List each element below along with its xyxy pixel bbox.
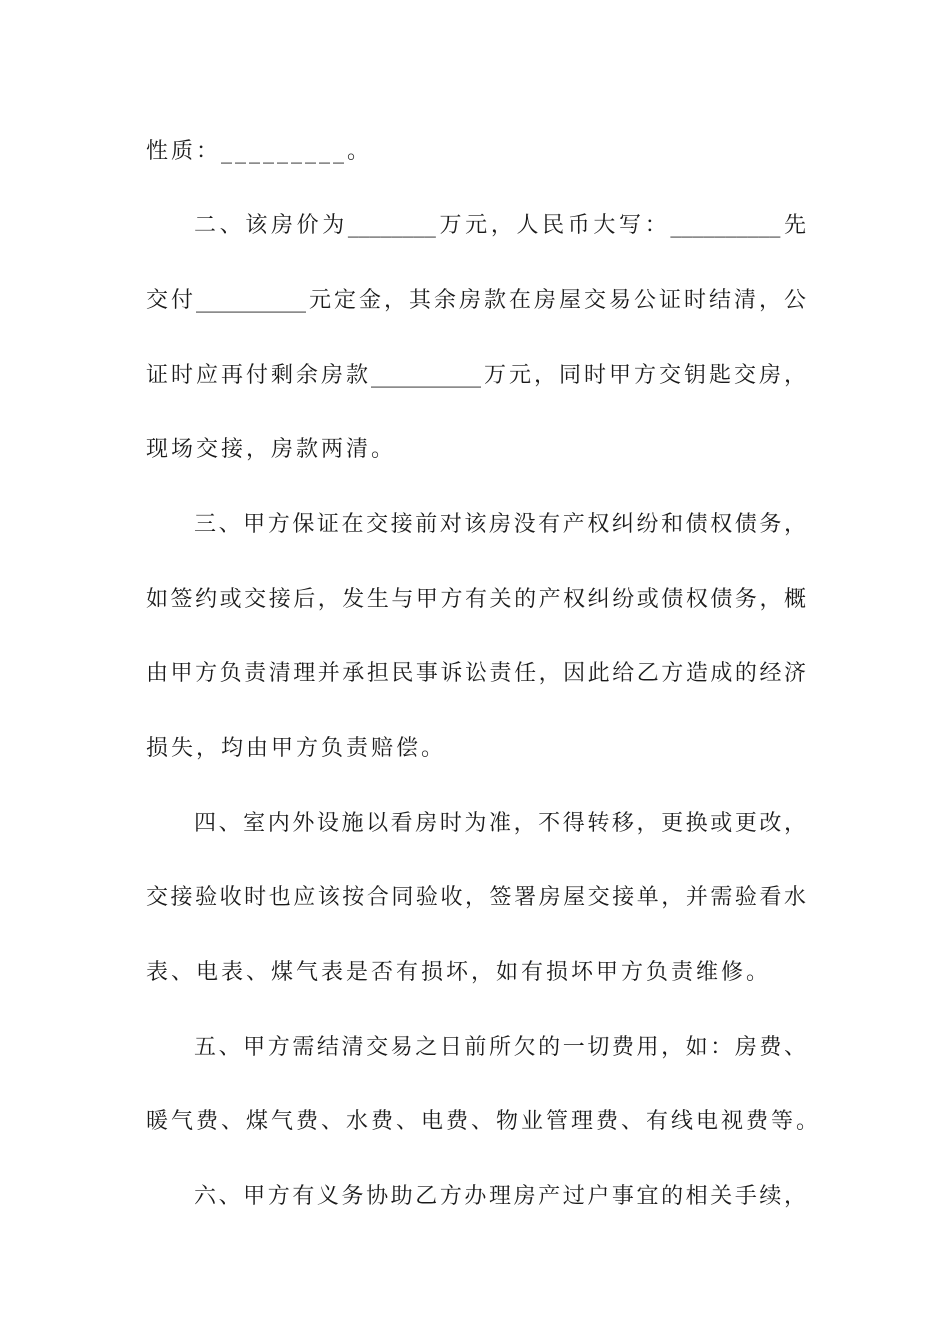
text-line: 六、甲方有义务协助乙方办理房产过户事宜的相关手续， xyxy=(194,1184,806,1209)
text-line: 三、甲方保证在交接前对该房没有产权纠纷和债权债务， xyxy=(194,512,806,537)
text-line: 由甲方负责清理并承担民事诉讼责任，因此给乙方造成的经济 xyxy=(146,661,806,686)
text-line: 现场交接，房款两清。 xyxy=(146,437,397,462)
text-line: 五、甲方需结清交易之日前所欠的一切费用，如：房费、 xyxy=(194,1035,806,1060)
text-line: 交接验收时也应该按合同验收，签署房屋交接单，并需验看水 xyxy=(146,885,806,910)
text-line: 交付__________元定金，其余房款在房屋交易公证时结清，公 xyxy=(146,288,806,313)
text-line: 暖气费、煤气费、水费、电费、物业管理费、有线电视费等。 xyxy=(146,1109,822,1134)
text-line: 表、电表、煤气表是否有损坏，如有损坏甲方负责维修。 xyxy=(146,960,772,985)
text-line: 性质：_________。 xyxy=(146,139,373,164)
text-line: 二、该房价为________万元，人民币大写：__________先 xyxy=(194,213,806,238)
text-line: 证时应再付剩余房款__________万元，同时甲方交钥匙交房， xyxy=(146,363,806,388)
text-line: 损失，均由甲方负责赔偿。 xyxy=(146,736,447,761)
text-line: 如签约或交接后，发生与甲方有关的产权纠纷或债权债务，概 xyxy=(146,587,806,612)
text-line: 四、室内外设施以看房时为准，不得转移，更换或更改， xyxy=(194,811,806,836)
